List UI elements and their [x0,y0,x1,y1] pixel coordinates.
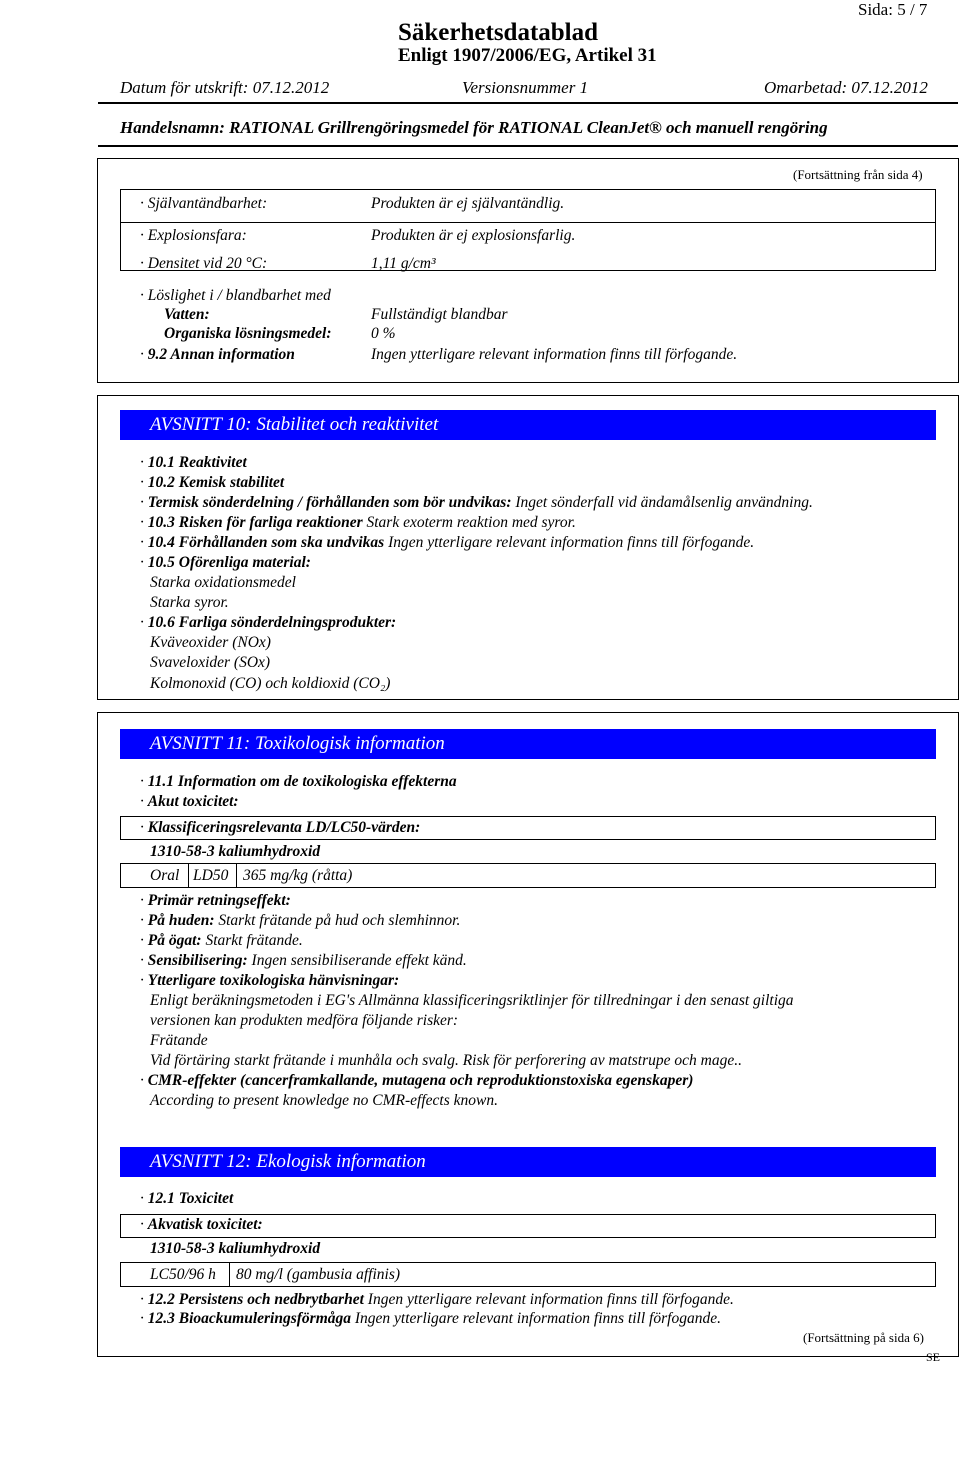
lc-col-divider [229,1262,230,1287]
density-row: · Densitet vid 20 °C: [140,255,268,272]
hazardous-reactions-value: Stark exoterm reaktion med syror. [366,514,576,531]
section-10-title: AVSNITT 10: Stabilitet och reaktivitet [150,414,439,435]
ld-type: LD50 [193,867,229,884]
decomposition-product-item: Svaveloxider (SOx) [150,654,271,671]
trade-name-rule [98,145,958,147]
decomposition-value: Inget sönderfall vid ändamålsenlig användning. [515,494,813,511]
eco-substance-name: 1310-58-3 kaliumhydroxid [150,1240,321,1257]
explosion-value: Produkten är ej explosionsfarlig. [371,227,576,244]
sensitisation-label: Sensibilisering: [147,952,248,969]
reactivity-row: · 10.1 Reaktivitet [140,454,247,471]
ld-values-label: Klassificeringsrelevanta LD/LC50-värden: [147,819,421,836]
ld-col-divider [188,863,189,888]
organic-label: Organiska lösningsmedel: [164,325,332,342]
regulation-line: Enligt 1907/2006/EG, Artikel 31 [398,45,657,66]
bioaccumulation-label: 12.3 Bioackumuleringsförmåga [147,1310,351,1327]
primary-effect-row: · Primär retningseffekt: [140,892,291,909]
persistence-value: Ingen ytterligare relevant information finns till förfogande. [367,1291,734,1308]
self-ignition-value: Produkten är ej självantändlig. [371,195,565,212]
tox-info-row: · 11.1 Information om de toxikologiska effekterna [140,773,457,790]
further-tox-label: Ytterligare toxikologiska hänvisningar: [147,972,400,989]
stability-row: · 10.2 Kemisk stabilitet [140,474,285,491]
lc-value: 80 mg/l (gambusia affinis) [236,1266,401,1283]
hazardous-reactions-label: 10.3 Risken för farliga reaktioner [147,514,363,531]
page-number: Sida: 5 / 7 [858,0,928,19]
further-tox-line: Vid förtäring starkt frätande i munhåla och svalg. Risk för perforering av matstrupe och mage.. [150,1052,742,1069]
further-tox-line: Frätande [150,1032,208,1049]
hazardous-reactions-row: · 10.3 Risken för farliga reaktioner Stark exoterm reaktion med syror. [140,514,576,531]
continued-on-note: (Fortsättning på sida 6) [803,1330,924,1345]
persistence-row: · 12.2 Persistens och nedbrytbarhet Ingen ytterligare relevant information finns till förfogande. [140,1291,734,1308]
water-value: Fullständigt blandbar [371,306,508,323]
cmr-row: · CMR-effekter (cancerframkallande, mutagena och reproduktionstoxiska egenskaper) [140,1072,694,1089]
skin-row: · På huden: Starkt frätande på hud och slemhinnor. [140,912,461,929]
reactivity-label: 10.1 Reaktivitet [147,454,247,471]
cmr-value: According to present knowledge no CMR-effects known. [150,1092,498,1109]
continued-from-note: (Fortsättning från sida 4) [793,167,923,182]
section-11-title: AVSNITT 11: Toxikologisk information [150,733,445,754]
persistence-label: 12.2 Persistens och nedbrytbarhet [147,1291,364,1308]
lc-type: LC50/96 h [150,1266,216,1283]
ld-route: Oral [150,867,180,884]
stability-label: 10.2 Kemisk stabilitet [147,474,285,491]
tox-substance-name: 1310-58-3 kaliumhydroxid [150,843,321,860]
aquatic-label: Akvatisk toxicitet: [147,1216,263,1233]
water-label: Vatten: [164,306,210,323]
eye-value: Starkt frätande. [205,932,303,949]
conditions-avoid-label: 10.4 Förhållanden som ska undvikas [147,534,385,551]
acute-toxicity-label: Akut toxicitet: [147,793,239,810]
eye-label: På ögat: [147,932,202,949]
density-value: 1,11 g/cm³ [371,255,436,272]
explosion-row: · Explosionsfara: [140,227,247,244]
skin-value: Starkt frätande på hud och slemhinnor. [218,912,461,929]
print-date: Datum för utskrift: 07.12.2012 [120,78,330,97]
section-12-title: AVSNITT 12: Ekologisk information [150,1151,426,1172]
solubility-row: · Löslighet i / blandbarhet med [140,287,331,304]
ld-values-row: · Klassificeringsrelevanta LD/LC50-värden: [140,819,421,836]
conditions-avoid-value: Ingen ytterligare relevant information finns till förfogande. [388,534,755,551]
decomposition-products-row: · 10.6 Farliga sönderdelningsprodukter: [140,614,397,631]
incompatible-item: Starka syror. [150,594,229,611]
solubility-label: Löslighet i / blandbarhet med [147,287,331,304]
incompatible-row: · 10.5 Oförenliga material: [140,554,311,571]
self-ignition-row: · Självantändbarhet: [140,195,268,212]
primary-effect-label: Primär retningseffekt: [147,892,291,909]
ld-value: 365 mg/kg (råtta) [243,867,353,884]
acute-toxicity-row: · Akut toxicitet: [140,793,239,810]
density-label: Densitet vid 20 °C: [147,255,268,272]
other-info-row: · 9.2 Annan information [140,346,295,363]
sensitisation-row: · Sensibilisering: Ingen sensibiliserande effekt känd. [140,952,467,969]
bioaccumulation-value: Ingen ytterligare relevant information finns till förfogande. [354,1310,721,1327]
sensitisation-value: Ingen sensibiliserande effekt känd. [251,952,467,969]
aquatic-row: · Akvatisk toxicitet: [140,1216,263,1233]
locale-code: SE [926,1350,941,1364]
toxicity-label: 12.1 Toxicitet [147,1190,234,1207]
decomposition-product-item: Kväveoxider (NOx) [150,634,271,651]
further-tox-line: Enligt beräkningsmetoden i EG's Allmänna klassificeringsriktlinjer för tillredningar i den senast giltiga [150,992,794,1009]
other-info-value: Ingen ytterligare relevant information finns till förfogande. [371,346,738,363]
further-tox-row: · Ytterligare toxikologiska hänvisningar: [140,972,400,989]
conditions-avoid-row: · 10.4 Förhållanden som ska undvikas Ingen ytterligare relevant information finns till förfogande. [140,534,755,551]
eye-row: · På ögat: Starkt frätande. [140,932,303,949]
further-tox-line: versionen kan produkten medföra följande risker: [150,1012,459,1029]
trade-name: Handelsnamn: RATIONAL Grillrengöringsmedel för RATIONAL CleanJet® och manuell rengöring [120,118,828,137]
tox-info-label: 11.1 Information om de toxikologiska effekterna [147,773,457,790]
document-title: Säkerhetsdatablad [398,19,599,46]
skin-label: På huden: [147,912,215,929]
decomposition-row: · Termisk sönderdelning / förhållanden som bör undvikas: Inget sönderfall vid ändamålsenlig användning. [140,494,813,511]
decomposition-products-label: 10.6 Farliga sönderdelningsprodukter: [147,614,397,631]
decomposition-product-item: Kolmonoxid (CO) och koldioxid (CO₂) [150,675,391,692]
explosion-label: Explosionsfara: [147,227,247,244]
incompatible-item: Starka oxidationsmedel [150,574,296,591]
revised-date: Omarbetad: 07.12.2012 [764,78,928,97]
toxicity-row: · 12.1 Toxicitet [140,1190,234,1207]
other-info-label: 9.2 Annan information [147,346,295,363]
self-ignition-label: Självantändbarhet: [147,195,268,212]
header-rule [98,102,958,104]
properties-row-divider [120,222,936,223]
incompatible-label: 10.5 Oförenliga material: [147,554,311,571]
decomposition-label: Termisk sönderdelning / förhållanden som bör undvikas: [147,494,512,511]
cmr-label: CMR-effekter (cancerframkallande, mutagena och reproduktionstoxiska egenskaper) [147,1072,694,1089]
version-number: Versionsnummer 1 [462,78,589,97]
ld-col-divider [236,863,237,888]
organic-value: 0 % [371,325,396,342]
bioaccumulation-row: · 12.3 Bioackumuleringsförmåga Ingen ytterligare relevant information finns till förfogande. [140,1310,721,1327]
